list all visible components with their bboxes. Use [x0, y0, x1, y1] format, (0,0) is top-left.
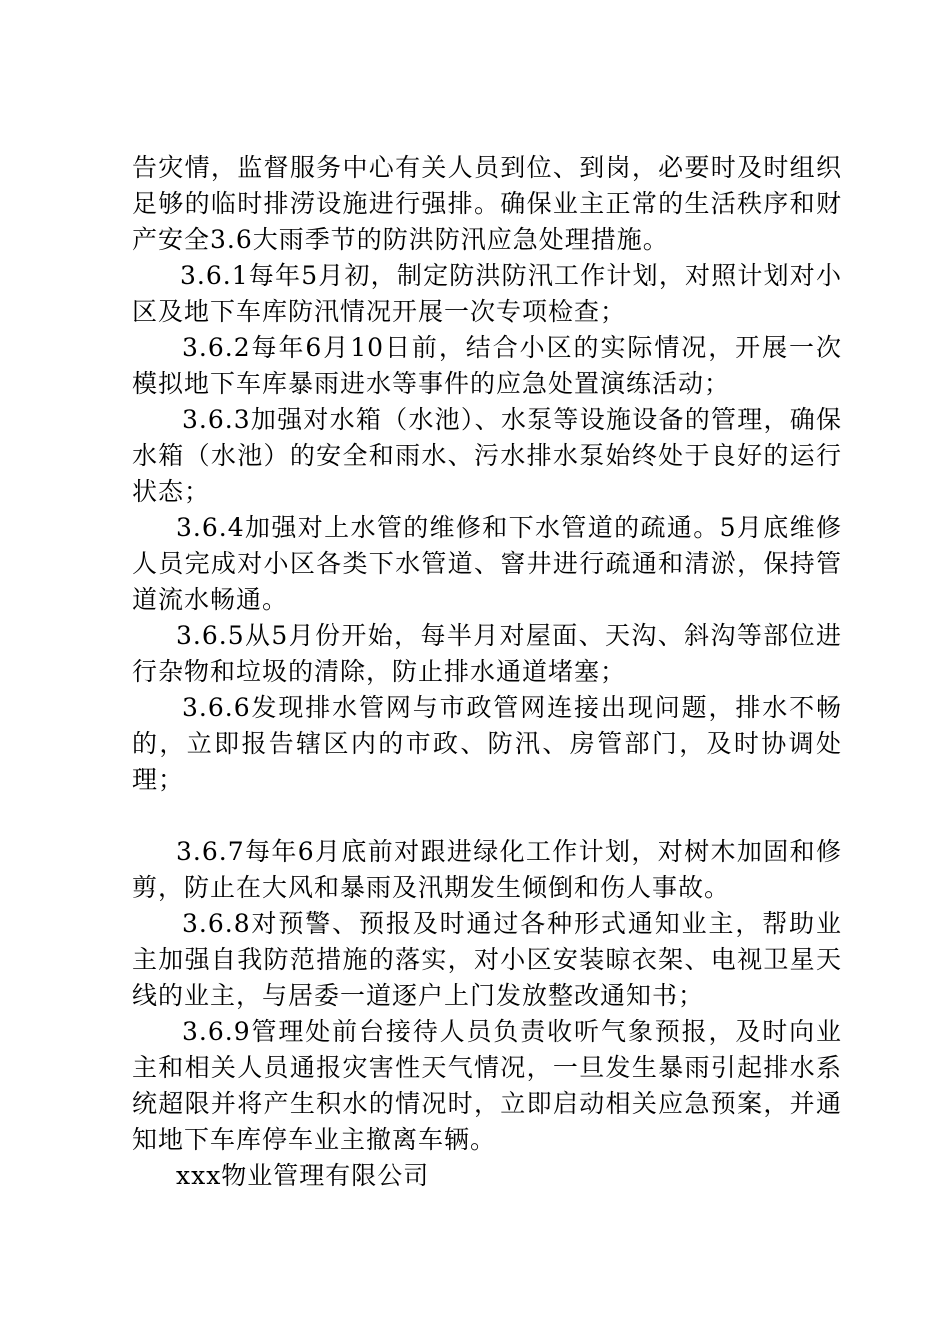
paragraph-3-6-4: 3.6.4加强对上水管的维修和下水管道的疏通。5月底维修人员完成对小区各类下水管道、窨井进行疏通和清淤，保持管道流水畅通。 [132, 513, 842, 614]
paragraph-3-6-6: 3.6.6发现排水管网与市政管网连接出现问题，排水不畅的，立即报告辖区内的市政、防汛、房管部门，及时协调处理； [132, 693, 842, 794]
paragraph-3-6-5: 3.6.5从5月份开始，每半月对屋面、天沟、斜沟等部位进行杂物和垃圾的清除，防止排水通道堵塞； [132, 621, 842, 686]
paragraph-3-6-3: 3.6.3加强对水箱（水池）、水泵等设施设备的管理，确保水箱（水池）的安全和雨水、污水排水泵始终处于良好的运行状态； [132, 405, 842, 506]
paragraph-3-6-8: 3.6.8对预警、预报及时通过各种形式通知业主，帮助业主加强自我防范措施的落实，对小区安装晾衣架、电视卫星天线的业主，与居委一道逐户上门发放整改通知书； [132, 909, 842, 1010]
paragraph-3-6-1: 3.6.1每年5月初，制定防洪防汛工作计划，对照计划对小区及地下车库防汛情况开展一次专项检查； [132, 261, 842, 326]
paragraph-3-6-7: 3.6.7每年6月底前对跟进绿化工作计划，对树木加固和修剪，防止在大风和暴雨及汛期发生倾倒和伤人事故。 [132, 837, 842, 902]
company-signature: xxx物业管理有限公司 [176, 1161, 430, 1190]
paragraph-3-6-2: 3.6.2每年6月10日前，结合小区的实际情况，开展一次模拟地下车库暴雨进水等事件的应急处置演练活动； [132, 333, 842, 398]
document-page [132, 150, 842, 1194]
paragraph-3-6-9: 3.6.9管理处前台接待人员负责收听气象预报，及时向业主和相关人员通报灾害性天气情况，一旦发生暴雨引起排水系统超限并将产生积水的情况时，立即启动相关应急预案，并通知地下车库停车业主撤离车辆。 [132, 1017, 842, 1154]
paragraph-intro: 告灾情，监督服务中心有关人员到位、到岗，必要时及时组织足够的临时排涝设施进行强排。确保业主正常的生活秩序和财产安全3.6大雨季节的防洪防汛应急处理措施。 [132, 153, 842, 254]
